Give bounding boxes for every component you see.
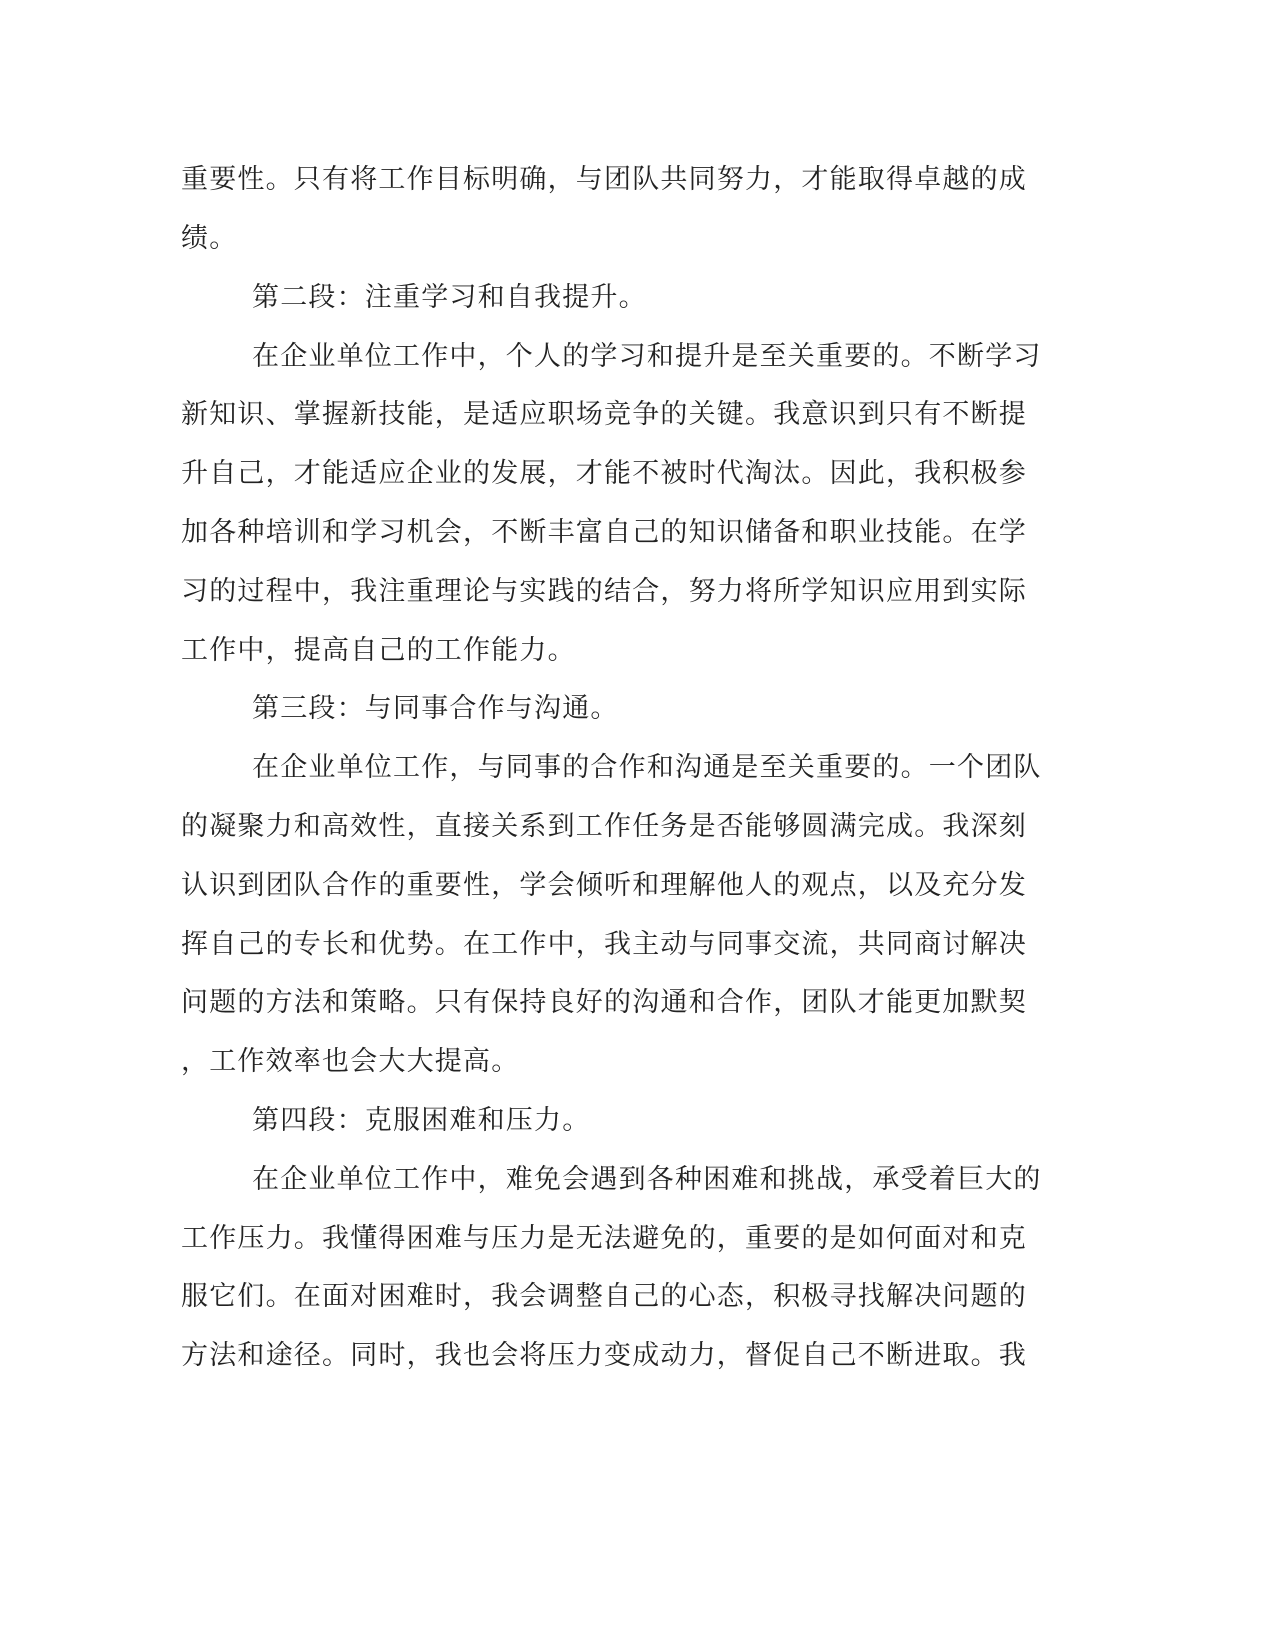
paragraph-line: 新知识、掌握新技能，是适应职场竞争的关键。我意识到只有不断提 — [181, 399, 1027, 430]
paragraph-line: 在企业单位工作中，个人的学习和提升是至关重要的。不断学习 — [252, 341, 1042, 372]
paragraph-line: 工作中，提高自己的工作能力。 — [181, 635, 576, 666]
paragraph-line: 绩。 — [181, 223, 238, 254]
paragraph-line: 重要性。只有将工作目标明确，与团队共同努力，才能取得卓越的成 — [181, 164, 1027, 195]
paragraph-line: 认识到团队合作的重要性，学会倾听和理解他人的观点，以及充分发 — [181, 870, 1027, 901]
paragraph-line: 方法和途径。同时，我也会将压力变成动力，督促自己不断进取。我 — [181, 1340, 1027, 1371]
paragraph-line: 加各种培训和学习机会，不断丰富自己的知识储备和职业技能。在学 — [181, 517, 1027, 548]
paragraph-line: 在企业单位工作，与同事的合作和沟通是至关重要的。一个团队 — [252, 752, 1042, 783]
paragraph-line: 升自己，才能适应企业的发展，才能不被时代淘汰。因此，我积极参 — [181, 458, 1027, 489]
paragraph-line: 服它们。在面对困难时，我会调整自己的心态，积极寻找解决问题的 — [181, 1281, 1027, 1312]
paragraph-line: 问题的方法和策略。只有保持良好的沟通和合作，团队才能更加默契 — [181, 987, 1027, 1018]
paragraph-line: 习的过程中，我注重理论与实践的结合，努力将所学知识应用到实际 — [181, 576, 1027, 607]
paragraph-line: ，工作效率也会大大提高。 — [181, 1046, 520, 1077]
section-heading: 第四段：克服困难和压力。 — [252, 1105, 591, 1136]
section-heading: 第二段：注重学习和自我提升。 — [252, 282, 647, 313]
paragraph-line: 工作压力。我懂得困难与压力是无法避免的，重要的是如何面对和克 — [181, 1223, 1027, 1254]
paragraph-line: 在企业单位工作中，难免会遇到各种困难和挑战，承受着巨大的 — [252, 1164, 1042, 1195]
paragraph-line: 的凝聚力和高效性，直接关系到工作任务是否能够圆满完成。我深刻 — [181, 811, 1027, 842]
paragraph-line: 挥自己的专长和优势。在工作中，我主动与同事交流，共同商讨解决 — [181, 929, 1027, 960]
section-heading: 第三段：与同事合作与沟通。 — [252, 693, 619, 724]
